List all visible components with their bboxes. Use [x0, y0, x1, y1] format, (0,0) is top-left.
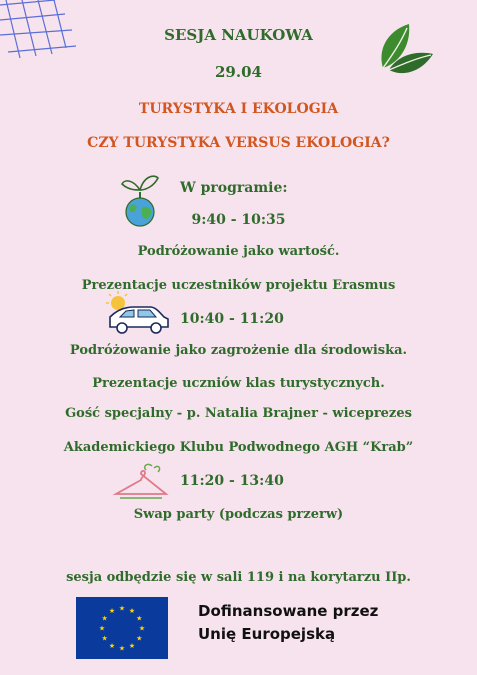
eu-star: ★	[101, 614, 108, 623]
event-date: 29.04	[215, 63, 262, 81]
eu-star: ★	[118, 604, 126, 613]
eu-star: ★	[138, 624, 146, 633]
eu-star: ★	[98, 624, 106, 633]
program-item: Swap party (podczas przerw)	[133, 507, 344, 522]
program-item: Gość specjalny - p. Natalia Brajner - wiceprezes	[65, 406, 412, 421]
location-note: sesja odbędzie się w sali 119 i na korytarzu IIp.	[66, 570, 411, 585]
program-item: Podróżowanie jako zagrożenie dla środowiska.	[69, 343, 408, 358]
subtitle-question: CZY TURYSTYKA VERSUS EKOLOGIA?	[87, 135, 390, 151]
eu-star: ★	[108, 641, 116, 650]
funding-line-1: Dofinansowane przez	[198, 602, 379, 620]
program-item: Akademickiego Klubu Podwodnego AGH “Krab”	[63, 440, 414, 455]
program-item: Prezentacje uczniów klas turystycznych.	[92, 376, 385, 391]
funding-line-2: Unię Europejską	[198, 625, 336, 643]
car-sun-icon	[104, 291, 174, 339]
time-slot-3: 11:20 - 13:40	[180, 473, 284, 489]
time-slot-1: 9:40 - 10:35	[191, 212, 286, 228]
eu-star: ★	[118, 644, 126, 653]
program-item: Prezentacje uczestników projektu Erasmus	[81, 278, 396, 293]
event-title: SESJA NAUKOWA	[164, 26, 313, 44]
program-heading: W programie:	[180, 180, 288, 196]
subtitle-topic: TURYSTYKA I EKOLOGIA	[138, 101, 339, 117]
program-item: Podróżowanie jako wartość.	[137, 244, 340, 259]
time-slot-2: 10:40 - 11:20	[180, 311, 284, 327]
eu-star: ★	[136, 634, 143, 643]
funding-text	[198, 600, 378, 646]
eu-star: ★	[101, 634, 108, 643]
eu-star: ★	[128, 641, 136, 650]
eu-star: ★	[128, 607, 136, 616]
eu-flag-icon	[76, 597, 168, 659]
eu-star: ★	[136, 614, 143, 623]
eu-star: ★	[108, 607, 116, 616]
hanger-icon	[112, 462, 170, 502]
